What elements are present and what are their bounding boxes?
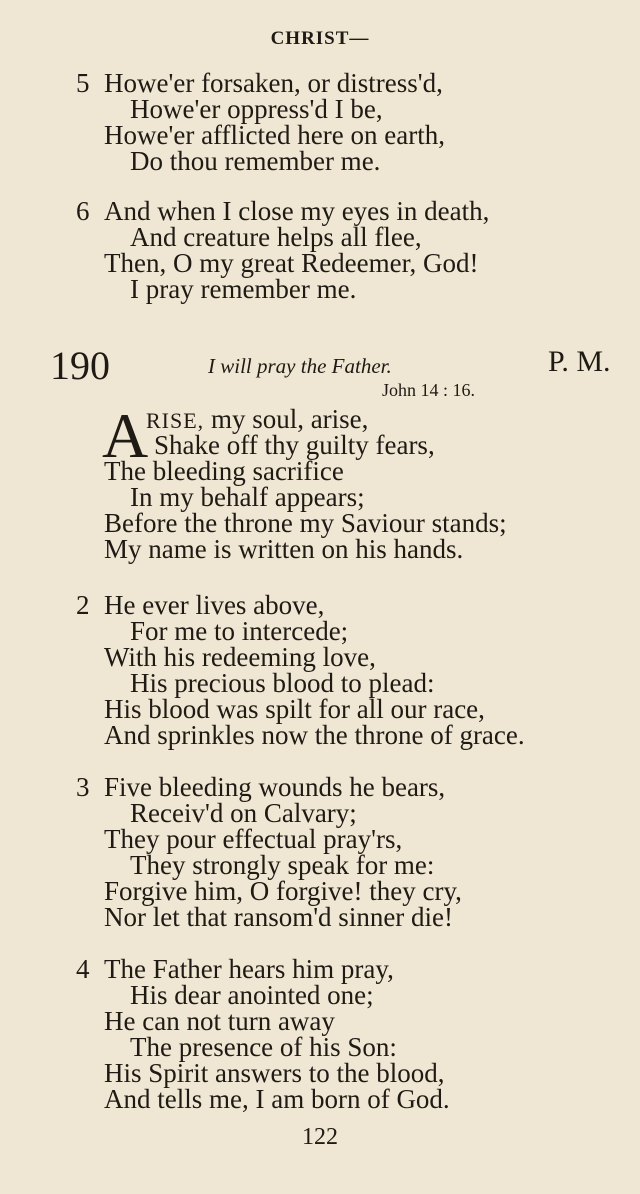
verse-line: His blood was spilt for all our race, bbox=[104, 694, 485, 724]
verse-line: Shake off thy guilty fears, bbox=[154, 430, 435, 460]
hymn-meter: P. M. bbox=[548, 345, 611, 378]
verse-line: With his redeeming love, bbox=[104, 642, 376, 672]
verse-line: Nor let that ransom'd sinner die! bbox=[104, 902, 454, 932]
stanza-number: 4 bbox=[76, 954, 90, 984]
verse-line: He ever lives above, bbox=[104, 590, 325, 620]
verse-line: Howe'er oppress'd I be, bbox=[130, 94, 383, 124]
verse-line: His Spirit answers to the blood, bbox=[104, 1058, 445, 1088]
verse-line: I pray remember me. bbox=[130, 274, 357, 304]
verse-line: The presence of his Son: bbox=[130, 1032, 397, 1062]
verse-line: Five bleeding wounds he bears, bbox=[104, 772, 446, 802]
verse-line: My name is written on his hands. bbox=[104, 534, 464, 564]
first-word: RISE, bbox=[146, 408, 205, 433]
verse-line: And tells me, I am born of God. bbox=[104, 1084, 450, 1114]
verse-line: They strongly speak for me: bbox=[130, 850, 435, 880]
verse-line: For me to intercede; bbox=[130, 616, 349, 646]
verse-line: His precious blood to plead: bbox=[130, 668, 435, 698]
verse-line: Do thou remember me. bbox=[130, 146, 381, 176]
verse-line: Receiv'd on Calvary; bbox=[130, 798, 357, 828]
verse-line: Howe'er afflicted here on earth, bbox=[104, 120, 445, 150]
stanza-number: 2 bbox=[76, 590, 90, 620]
verse-line: His dear anointed one; bbox=[130, 980, 374, 1010]
verse-line: Forgive him, O forgive! they cry, bbox=[104, 876, 462, 906]
verse-line: Then, O my great Redeemer, God! bbox=[104, 248, 479, 278]
scripture-reference: John 14 : 16. bbox=[382, 380, 476, 400]
drop-cap: A bbox=[102, 400, 149, 471]
verse-line: And when I close my eyes in death, bbox=[104, 196, 490, 226]
verse-line: And creature helps all flee, bbox=[130, 222, 422, 252]
verse-line: The bleeding sacrifice bbox=[104, 456, 344, 486]
verse-line: The Father hears him pray, bbox=[104, 954, 394, 984]
stanza-number: 5 bbox=[76, 68, 90, 98]
hymn-number: 190 bbox=[50, 343, 110, 388]
verse-line: He can not turn away bbox=[104, 1006, 335, 1036]
running-header: CHRIST— bbox=[270, 28, 370, 49]
verse-line: They pour effectual pray'rs, bbox=[104, 824, 403, 854]
hymn-title: I will pray the Father. bbox=[208, 354, 392, 378]
first-line-rest: my soul, arise, bbox=[204, 404, 369, 434]
verse-line: Howe'er forsaken, or distress'd, bbox=[104, 68, 443, 98]
stanza-number: 3 bbox=[76, 772, 90, 802]
page-number: 122 bbox=[302, 1124, 338, 1150]
verse-line: Before the throne my Saviour stands; bbox=[104, 508, 507, 538]
verse-line: In my behalf appears; bbox=[130, 482, 365, 512]
verse-line: And sprinkles now the throne of grace. bbox=[104, 720, 525, 750]
stanza-number: 6 bbox=[76, 196, 90, 226]
